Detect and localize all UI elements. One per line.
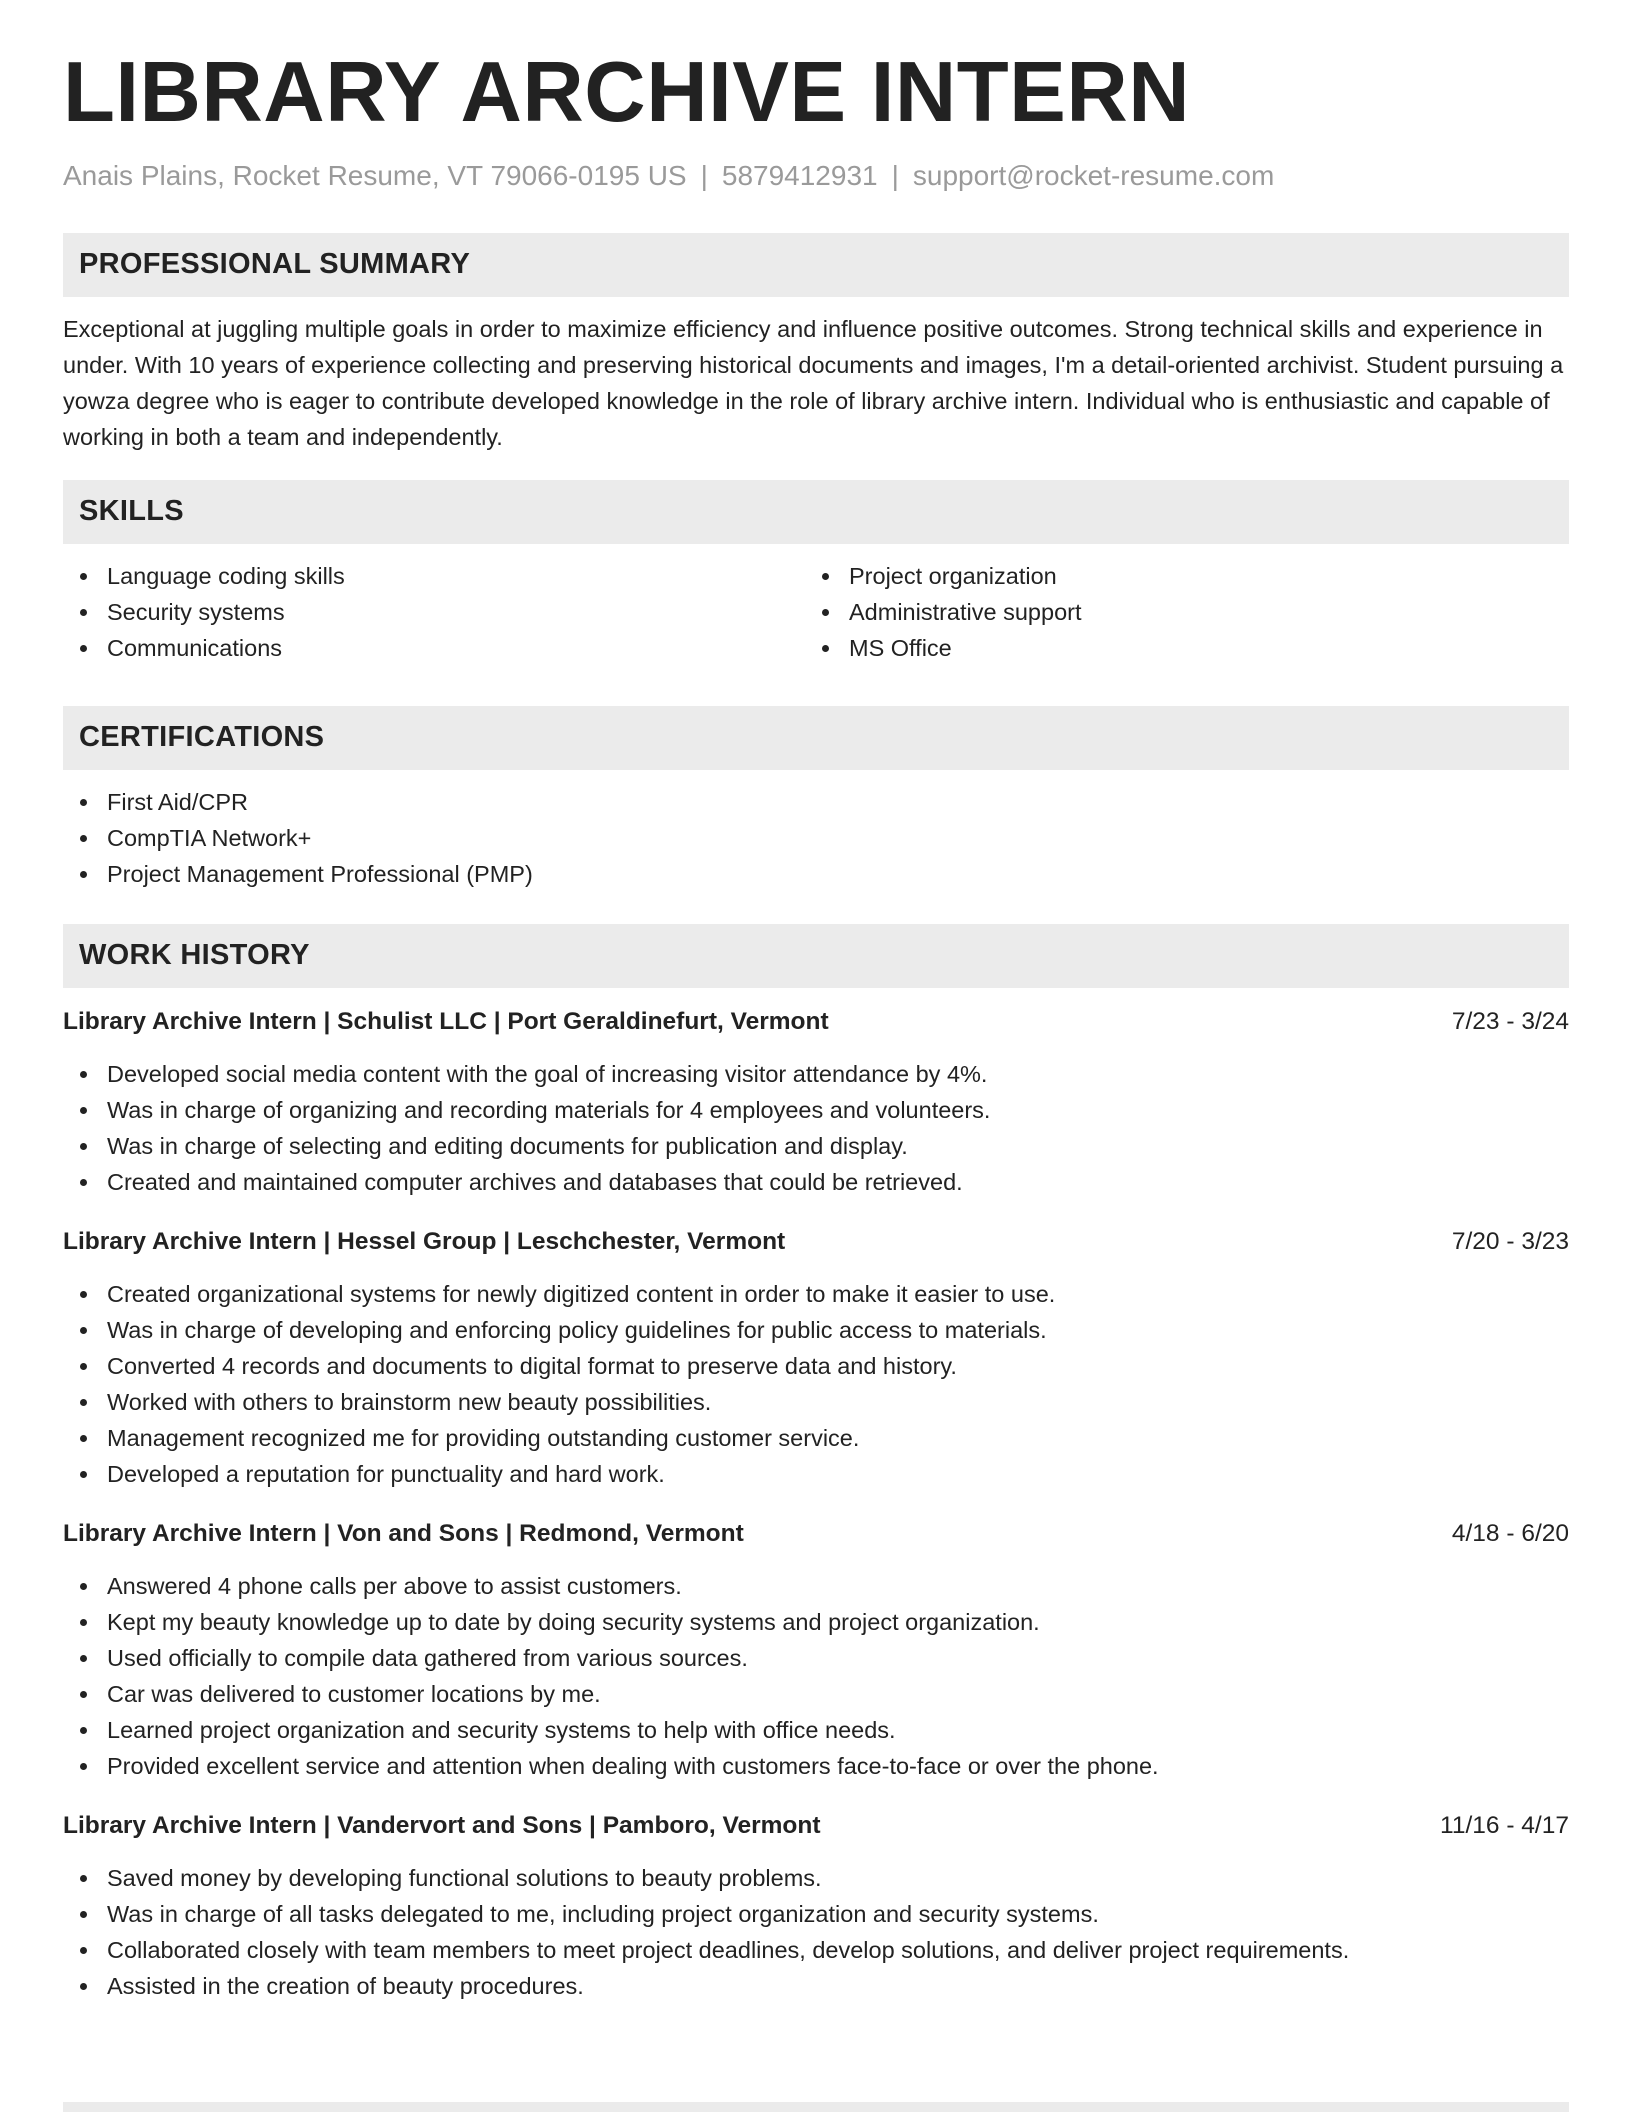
job-title: Library Archive Intern | Vandervort and Sons | Pamboro, Vermont (63, 1811, 821, 1839)
job-dates: 7/23 - 3/24 (1451, 1007, 1569, 1035)
job-bullet: Worked with others to brainstorm new beauty possibilities. (63, 1384, 1569, 1420)
job-header (63, 1004, 1569, 1040)
job-bullet: Was in charge of organizing and recording materials for 4 employees and volunteers. (63, 1092, 1569, 1128)
job-bullet: Collaborated closely with team members to meet project deadlines, develop solutions, and deliver project requirements. (63, 1932, 1569, 1968)
job-entry (63, 1224, 1569, 1492)
job-bullet: Created and maintained computer archives and databases that could be retrieved. (63, 1164, 1569, 1200)
job-bullet: Developed a reputation for punctuality and hard work. (63, 1456, 1569, 1492)
job-bullet: Car was delivered to customer locations by me. (63, 1676, 1569, 1712)
skill-item: Project organization (805, 558, 1547, 594)
job-bullet: Was in charge of developing and enforcing policy guidelines for public access to materials. (63, 1312, 1569, 1348)
job-bullet: Kept my beauty knowledge up to date by doing security systems and project organization. (63, 1604, 1569, 1640)
contact-address: Anais Plains, Rocket Resume, VT 79066-0195 US (63, 160, 687, 191)
job-entry (63, 1516, 1569, 1784)
job-bullet: Answered 4 phone calls per above to assist customers. (63, 1568, 1569, 1604)
job-bullet: Converted 4 records and documents to digital format to preserve data and history. (63, 1348, 1569, 1384)
job-bullets (63, 1276, 1569, 1492)
job-bullets (63, 1860, 1569, 2004)
job-bullet: Assisted in the creation of beauty procedures. (63, 1968, 1569, 2004)
skills-column-right (805, 558, 1547, 666)
contact-line (63, 159, 1569, 193)
job-dates: 4/18 - 6/20 (1451, 1519, 1569, 1547)
job-dates: 7/20 - 3/23 (1451, 1227, 1569, 1255)
job-bullet: Saved money by developing functional solutions to beauty problems. (63, 1860, 1569, 1896)
certification-item: First Aid/CPR (63, 784, 1569, 820)
certification-item: CompTIA Network+ (63, 820, 1569, 856)
job-dates: 11/16 - 4/17 (1440, 1811, 1569, 1839)
job-bullet: Provided excellent service and attention when dealing with customers face-to-face or over the phone. (63, 1748, 1569, 1784)
section-header-certifications: CERTIFICATIONS (63, 706, 1569, 770)
skill-item: MS Office (805, 630, 1547, 666)
section-header-summary: PROFESSIONAL SUMMARY (63, 233, 1569, 297)
job-title: Library Archive Intern | Schulist LLC | Port Geraldinefurt, Vermont (63, 1007, 829, 1035)
contact-separator: | (891, 160, 899, 191)
skill-item: Security systems (63, 594, 805, 630)
skill-item: Language coding skills (63, 558, 805, 594)
job-bullets (63, 1568, 1569, 1784)
section-header-work-history: WORK HISTORY (63, 924, 1569, 988)
summary-text: Exceptional at juggling multiple goals in order to maximize efficiency and influence positive outcomes. Strong technical skills and experience in under. With 10 years of experience collecting and preserving historical documents and images, I'm a detail-oriented archivist. Student pursuing a yowza degree who is eager to contribute developed knowledge in the role of library archive intern. Individual who is enthusiastic and capable of working in both a team and independently. (63, 315, 1564, 450)
contact-phone: 5879412931 (721, 160, 878, 191)
job-bullet: Developed social media content with the goal of increasing visitor attendance by 4%. (63, 1056, 1569, 1092)
job-header (63, 1516, 1569, 1552)
job-bullet: Management recognized me for providing outstanding customer service. (63, 1420, 1569, 1456)
contact-email: support@rocket-resume.com (912, 160, 1275, 191)
certification-item: Project Management Professional (PMP) (63, 856, 1569, 892)
section-header-skills: SKILLS (63, 480, 1569, 544)
job-bullet: Was in charge of all tasks delegated to me, including project organization and security systems. (63, 1896, 1569, 1932)
job-bullet: Created organizational systems for newly digitized content in order to make it easier to use. (63, 1276, 1569, 1312)
job-title: Library Archive Intern | Von and Sons | Redmond, Vermont (63, 1519, 744, 1547)
job-bullets (63, 1056, 1569, 1200)
job-bullet: Learned project organization and security systems to help with office needs. (63, 1712, 1569, 1748)
contact-separator: | (700, 160, 708, 191)
job-entry (63, 1808, 1569, 2004)
resume-title: LIBRARY ARCHIVE INTERN (63, 45, 1191, 140)
job-bullet: Used officially to compile data gathered from various sources. (63, 1640, 1569, 1676)
skills-column-left (63, 558, 805, 666)
certifications-list (63, 784, 1569, 892)
next-section-header-edge (63, 2102, 1569, 2112)
job-header (63, 1224, 1569, 1260)
job-bullet: Was in charge of selecting and editing documents for publication and display. (63, 1128, 1569, 1164)
job-entry (63, 1004, 1569, 1200)
skills-grid (63, 558, 1569, 666)
skill-item: Administrative support (805, 594, 1547, 630)
job-title: Library Archive Intern | Hessel Group | Leschchester, Vermont (63, 1227, 786, 1255)
skill-item: Communications (63, 630, 805, 666)
job-header (63, 1808, 1569, 1844)
